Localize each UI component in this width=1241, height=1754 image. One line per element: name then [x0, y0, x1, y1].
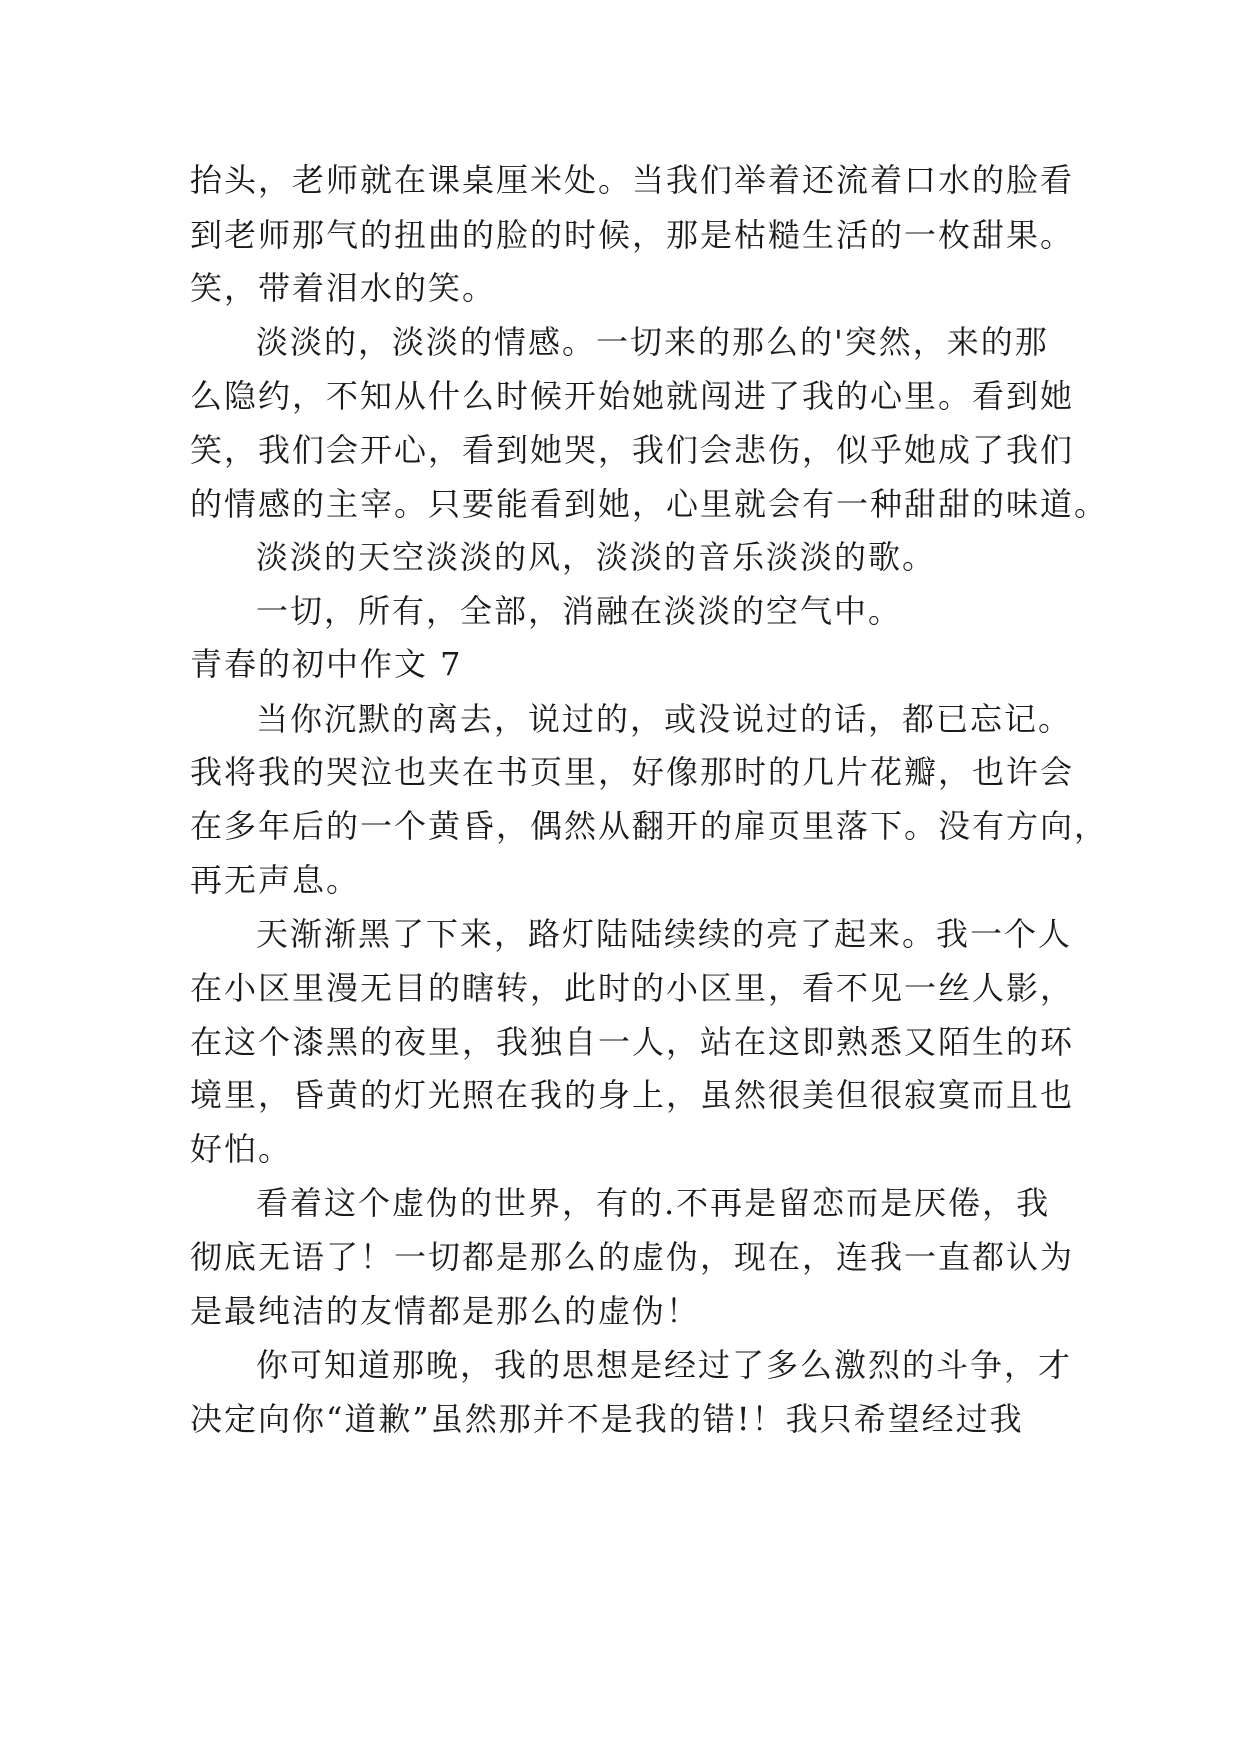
paragraph-start-line: 你可知道那晚，我的思想是经过了多么激烈的斗争，才 — [256, 1346, 1073, 1384]
text-line: 在小区里漫无目的瞎转，此时的小区里，看不见一丝人影， — [190, 969, 1075, 1007]
text-line: 的情感的主宰。只要能看到她，心里就会有一种甜甜的味道。 — [190, 485, 1109, 523]
text-line: 彻底无语了！一切都是那么的虚伪，现在，连我一直都认为 — [190, 1238, 1075, 1276]
paragraph-start-line: 当你沉默的离去，说过的，或没说过的话，都已忘记。 — [256, 700, 1073, 738]
section-heading: 青春的初中作文 7 — [190, 645, 463, 683]
paragraph-start-line: 一切，所有，全部，消融在淡淡的空气中。 — [256, 592, 903, 630]
paragraph-start-line: 看着这个虚伪的世界，有的.不再是留恋而是厌倦，我 — [256, 1184, 1051, 1222]
text-line: 在多年后的一个黄昏，偶然从翻开的扉页里落下。没有方向， — [190, 807, 1109, 845]
paragraph-start-line: 淡淡的，淡淡的情感。一切来的那么的'突然，来的那 — [256, 323, 1049, 361]
text-line: 么隐约，不知从什么时候开始她就闯进了我的心里。看到她 — [190, 377, 1075, 415]
text-line: 决定向你“道歉”虽然那并不是我的错!！我只希望经过我 — [190, 1400, 1024, 1438]
text-line: 笑，带着泪水的笑。 — [190, 269, 497, 307]
paragraph-start-line: 淡淡的天空淡淡的风，淡淡的音乐淡淡的歌。 — [256, 538, 937, 576]
text-line: 抬头，老师就在课桌厘米处。当我们举着还流着口水的脸看 — [190, 161, 1075, 199]
paragraph-start-line: 天渐渐黑了下来，路灯陆陆续续的亮了起来。我一个人 — [256, 915, 1073, 953]
text-line: 境里，昏黄的灯光照在我的身上，虽然很美但很寂寞而且也 — [190, 1076, 1075, 1114]
text-line: 到老师那气的扭曲的脸的时候，那是枯糙生活的一枚甜果。 — [190, 216, 1075, 254]
text-line: 好怕。 — [190, 1130, 293, 1168]
text-line: 在这个漆黑的夜里，我独自一人，站在这即熟悉又陌生的环 — [190, 1023, 1075, 1061]
text-line: 再无声息。 — [190, 861, 361, 899]
text-line: 我将我的哭泣也夹在书页里，好像那时的几片花瓣，也许会 — [190, 753, 1075, 791]
text-line: 笑，我们会开心，看到她哭，我们会悲伤，似乎她成了我们 — [190, 431, 1075, 469]
text-line: 是最纯洁的友情都是那么的虚伪！ — [190, 1292, 701, 1330]
